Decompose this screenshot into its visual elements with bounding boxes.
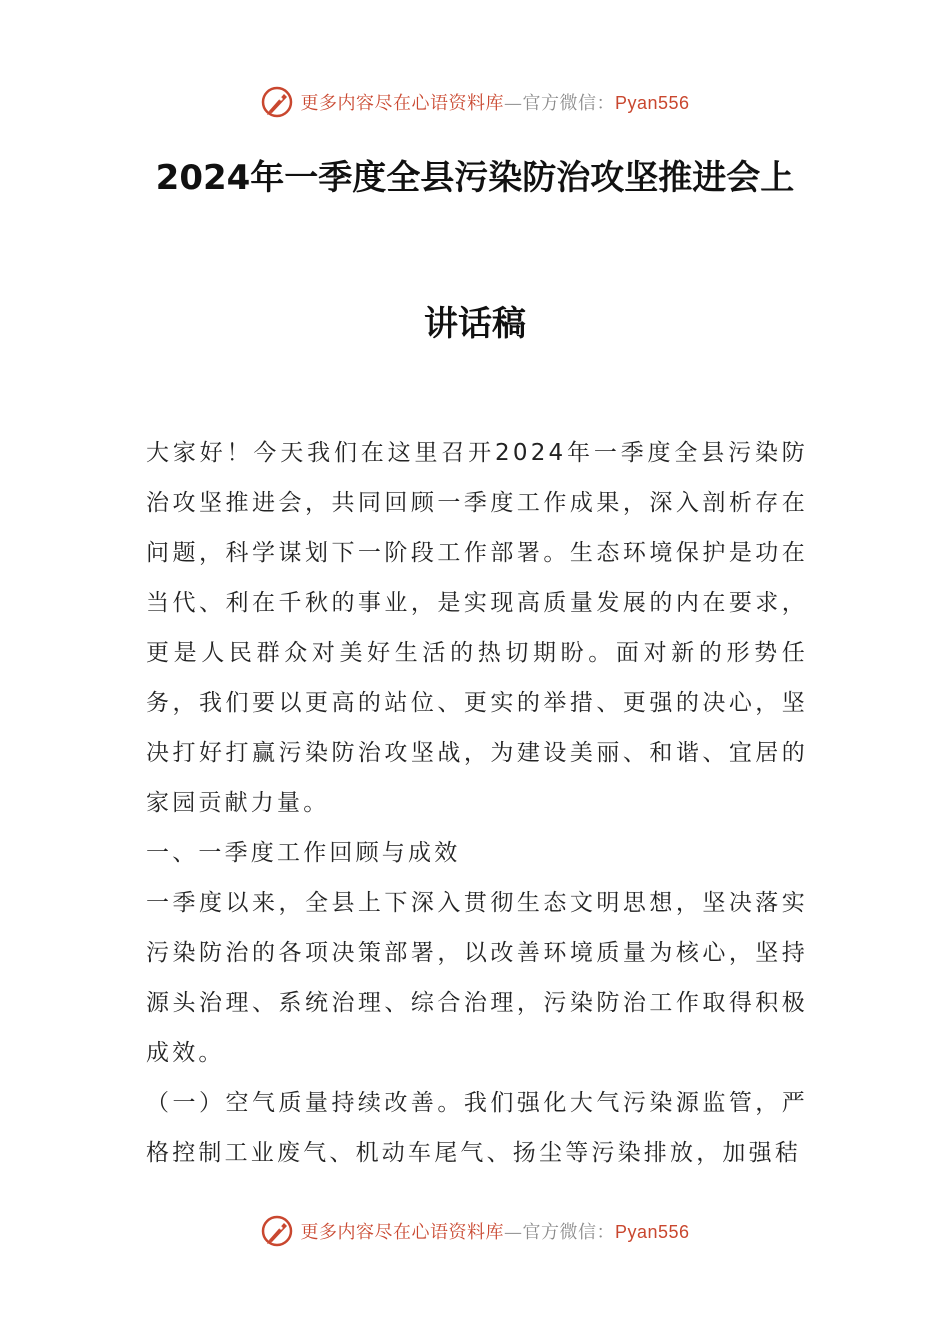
paragraph-air-quality: （一）空气质量持续改善。我们强化大气污染源监管，严格控制工业废气、机动车尾气、扬尘等污染排放，加强秸 (146, 1090, 808, 1166)
pen-nib-logo-icon (260, 1214, 294, 1248)
document-title-line-1: 2024年一季度全县污染防治攻坚推进会上 (155, 158, 795, 198)
document-body (146, 428, 808, 1178)
header-banner (0, 82, 950, 122)
footer-banner (0, 1211, 950, 1251)
paragraph-intro: 大家好！今天我们在这里召开2024年一季度全县污染防治攻坚推进会，共同回顾一季度工作成果，深入剖析存在问题，科学谋划下一阶段工作部署。生态环境保护是功在当代、利在千秋的事业，是实现高质量发展的内在要求，更是人民群众对美好生活的热切期盼。面对新的形势任务，我们要以更高的站位、更实的举措、更强的决心，坚决打好打赢污染防治攻坚战，为建设美丽、和谐、宜居的家园贡献力量。 (146, 440, 808, 816)
banner-text: 更多内容尽在心语资料库—官方微信：Pyan556 (300, 93, 690, 114)
document-title-line-2: 讲话稿 (424, 304, 526, 344)
section-heading: 一、一季度工作回顾与成效 (146, 840, 461, 866)
pen-nib-logo-icon (260, 85, 294, 119)
banner-text: 更多内容尽在心语资料库—官方微信：Pyan556 (300, 1222, 690, 1243)
paragraph-review: 一季度以来，全县上下深入贯彻生态文明思想，坚决落实污染防治的各项决策部署，以改善环境质量为核心，坚持源头治理、系统治理、综合治理，污染防治工作取得积极成效。 (146, 890, 808, 1066)
